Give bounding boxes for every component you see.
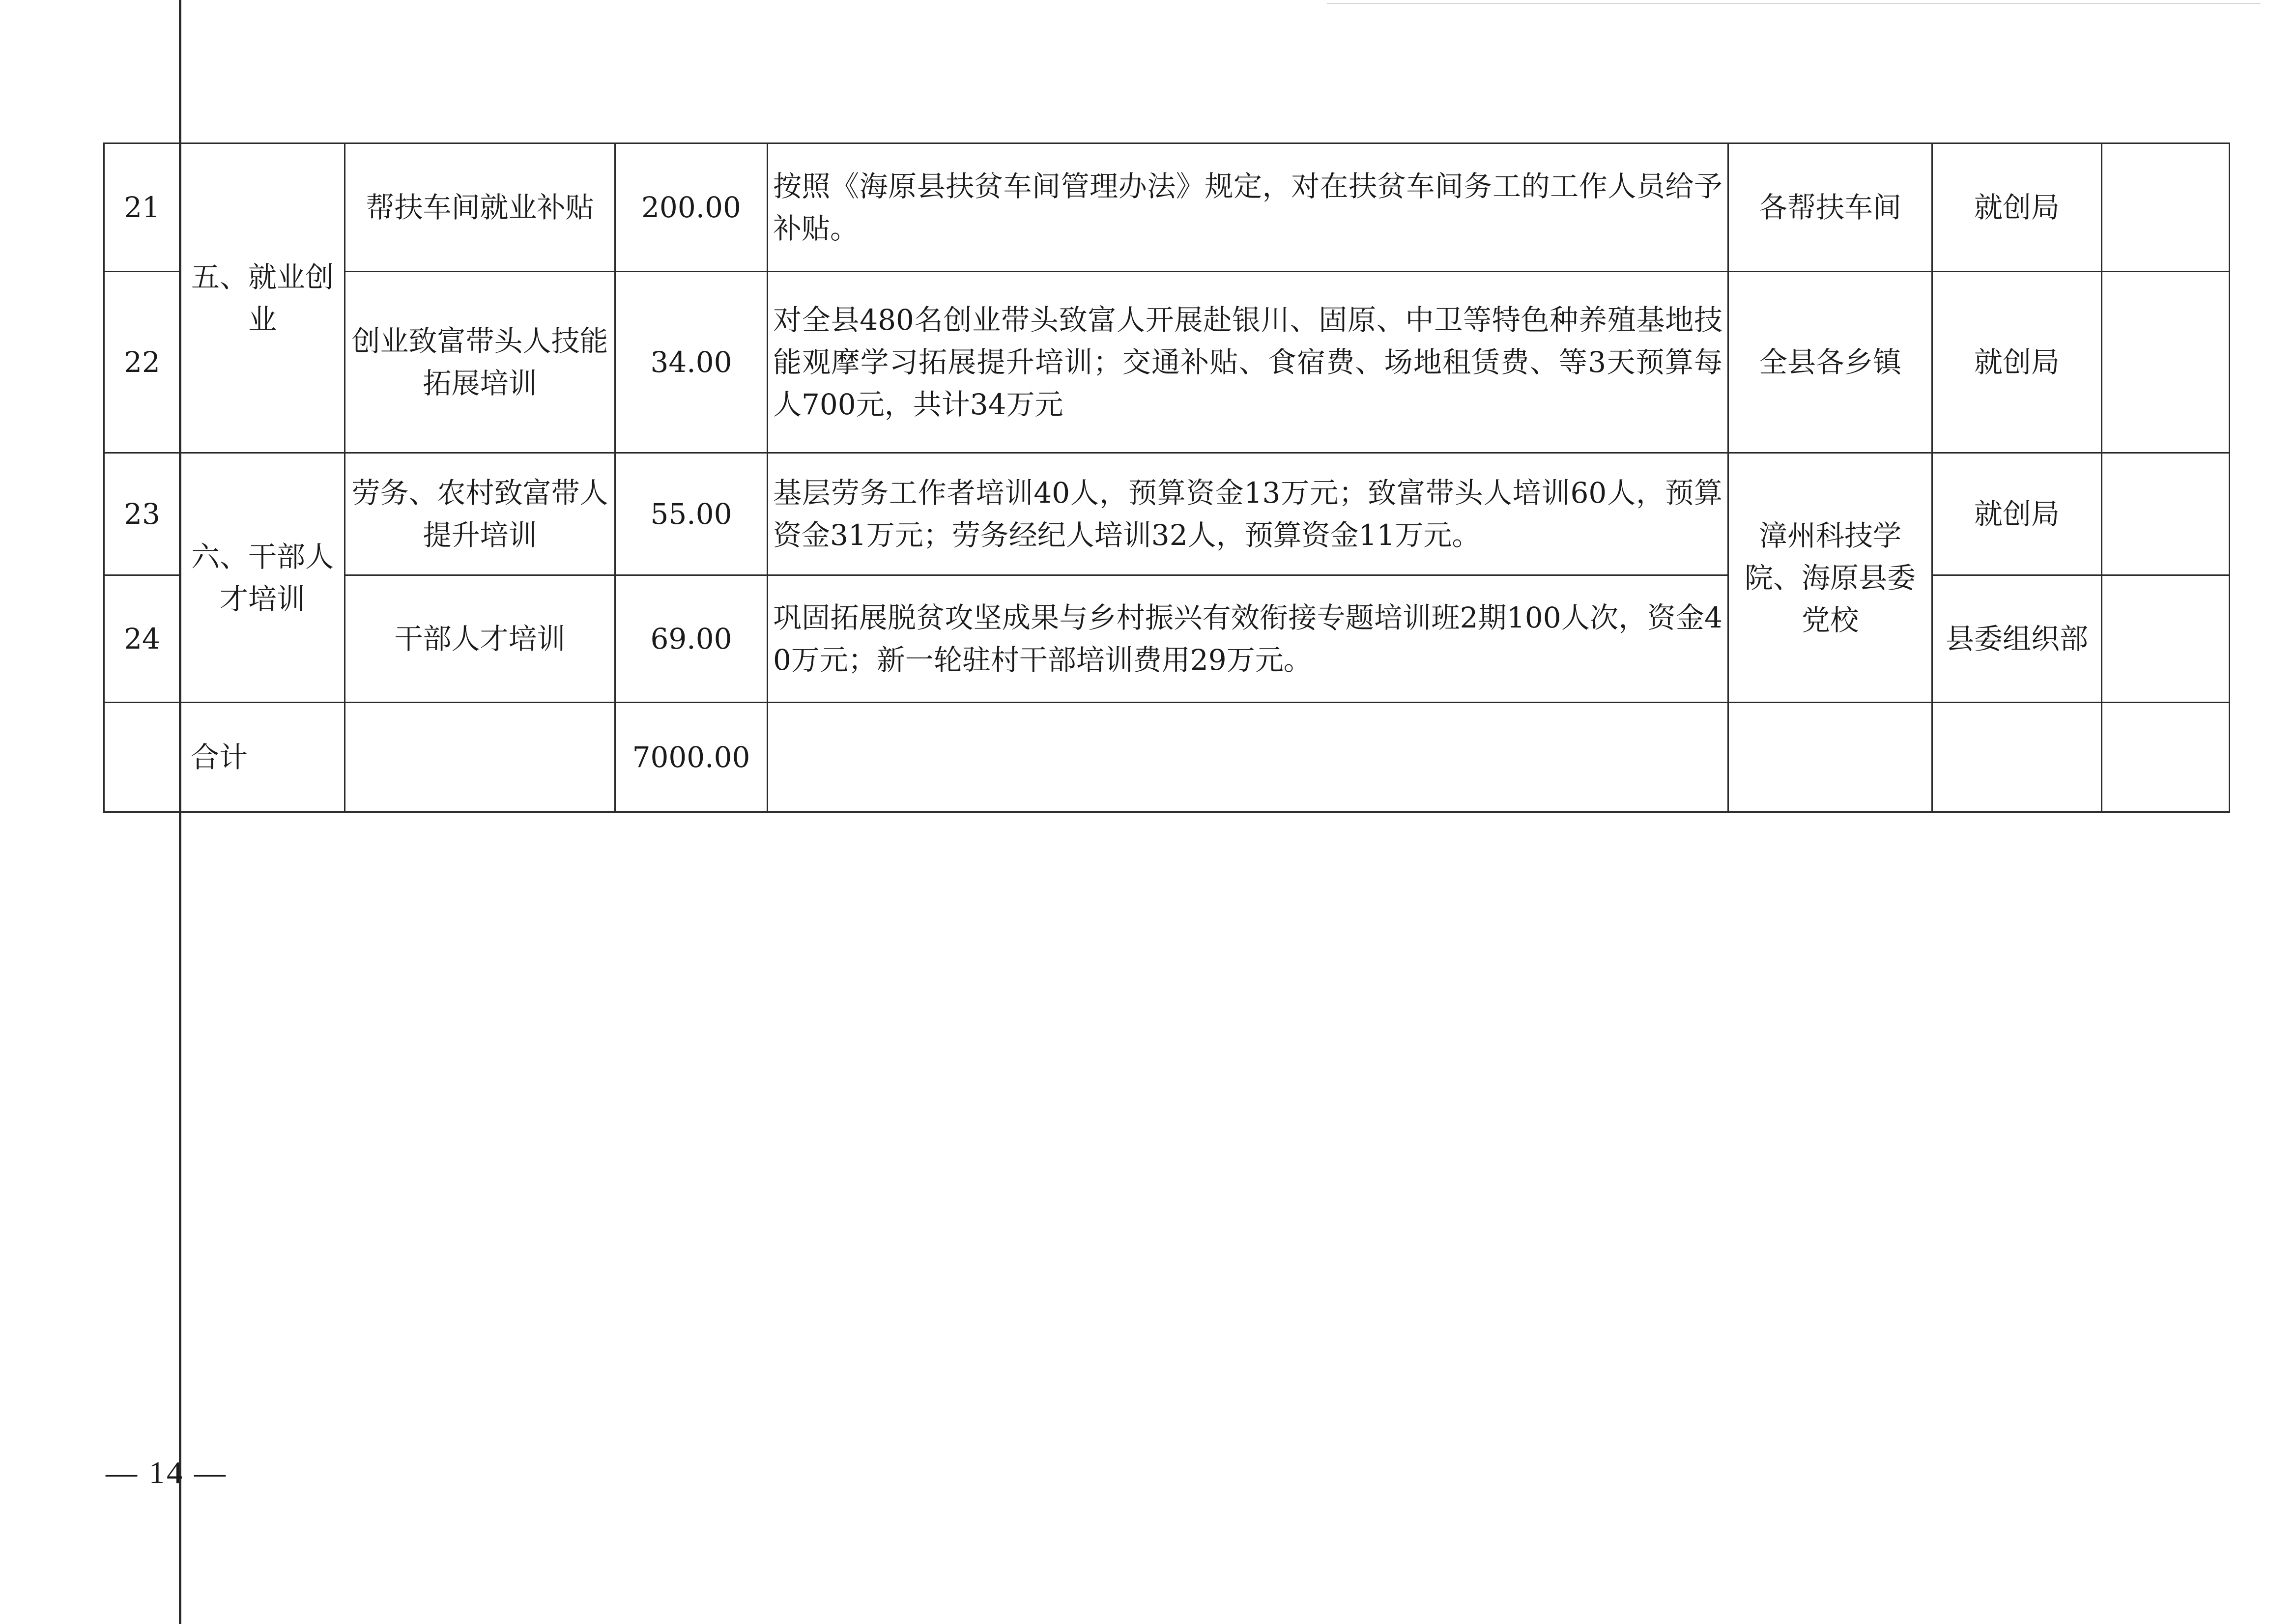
- total-row: [104, 703, 2230, 812]
- description-cell: 基层劳务工作者培训40人，预算资金13万元；致富带头人培训60人，预算资金31万元；劳务经纪人培训32人，预算资金11万元。: [768, 453, 1728, 575]
- row-number: 21: [104, 143, 180, 272]
- remarks-cell: [2102, 575, 2230, 703]
- remarks-cell: [2102, 272, 2230, 453]
- project-name: 干部人才培训: [345, 575, 615, 703]
- remarks-cell: [2102, 453, 2230, 575]
- table-row: [104, 453, 2230, 575]
- department-cell: 就创局: [1932, 272, 2102, 453]
- project-name: [345, 703, 615, 812]
- description-cell: 对全县480名创业带头致富人开展赴银川、固原、中卫等特色种养殖基地技能观摩学习拓展提升培训；交通补贴、食宿费、场地租赁费、等3天预算每人700元，共计34万元: [768, 272, 1728, 453]
- total-label: 合计: [180, 703, 345, 812]
- row-number: 22: [104, 272, 180, 453]
- location-cell: 漳州科技学院、海原县委党校: [1728, 453, 1932, 703]
- department-cell: 就创局: [1932, 143, 2102, 272]
- location-cell: 各帮扶车间: [1728, 143, 1932, 272]
- description-cell: 按照《海原县扶贫车间管理办法》规定，对在扶贫车间务工的工作人员给予补贴。: [768, 143, 1728, 272]
- amount-cell: 200.00: [615, 143, 768, 272]
- remarks-cell: [2102, 703, 2230, 812]
- amount-cell: 34.00: [615, 272, 768, 453]
- location-cell: 全县各乡镇: [1728, 272, 1932, 453]
- amount-cell: 55.00: [615, 453, 768, 575]
- amount-cell: 69.00: [615, 575, 768, 703]
- project-name: 劳务、农村致富带人提升培训: [345, 453, 615, 575]
- category-cell: 五、就业创业: [180, 143, 345, 453]
- project-name: 帮扶车间就业补贴: [345, 143, 615, 272]
- top-rule: [1327, 3, 2261, 4]
- total-amount: 7000.00: [615, 703, 768, 812]
- project-name: 创业致富带头人技能拓展培训: [345, 272, 615, 453]
- category-cell: 六、干部人才培训: [180, 453, 345, 703]
- description-cell: [768, 703, 1728, 812]
- department-cell: 就创局: [1932, 453, 2102, 575]
- department-cell: 县委组织部: [1932, 575, 2102, 703]
- row-number: [104, 703, 180, 812]
- remarks-cell: [2102, 143, 2230, 272]
- location-cell: [1728, 703, 1932, 812]
- table-row: [104, 143, 2230, 272]
- page-number: — 14 —: [106, 1455, 228, 1490]
- row-number: 23: [104, 453, 180, 575]
- table-row: [104, 272, 2230, 453]
- project-table: [103, 142, 2230, 813]
- department-cell: [1932, 703, 2102, 812]
- row-number: 24: [104, 575, 180, 703]
- description-cell: 巩固拓展脱贫攻坚成果与乡村振兴有效衔接专题培训班2期100人次，资金40万元；新一轮驻村干部培训费用29万元。: [768, 575, 1728, 703]
